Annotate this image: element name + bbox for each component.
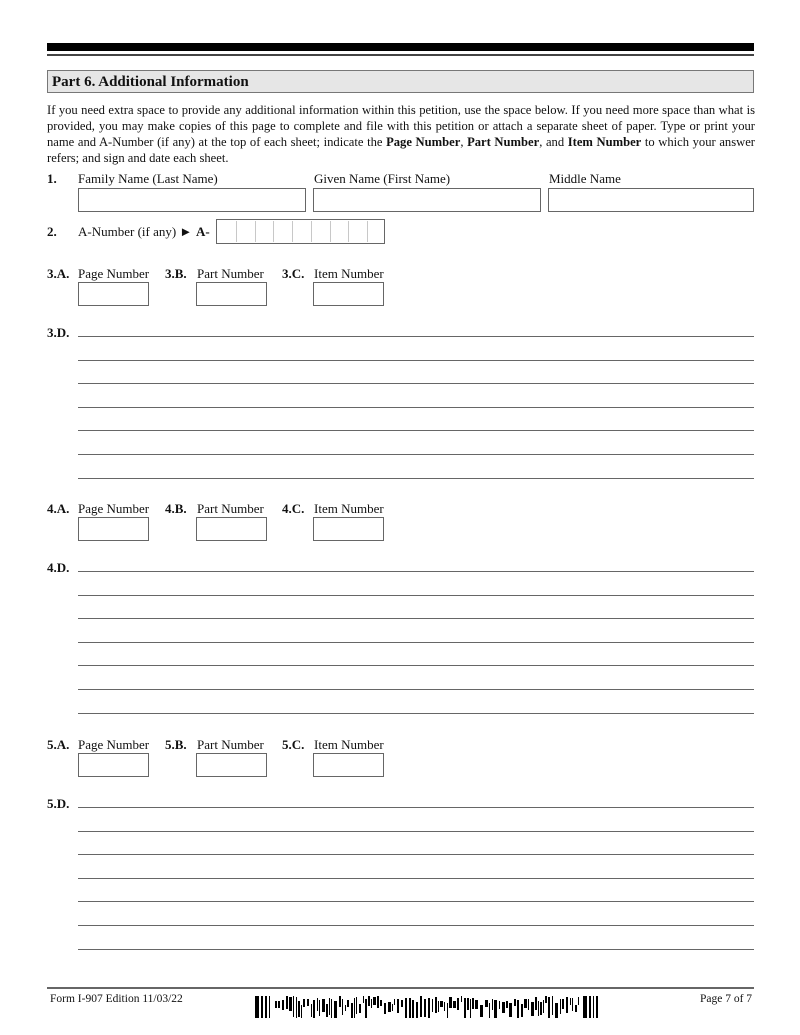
barcode-bar (347, 1000, 349, 1007)
additional-info-line[interactable] (78, 925, 754, 926)
barcode-bar (543, 1000, 544, 1013)
additional-info-line[interactable] (78, 901, 754, 902)
barcode-bar (307, 999, 309, 1006)
additional-info-line[interactable] (78, 713, 754, 714)
a-number-cell-divider (367, 221, 368, 242)
barcode-bar (368, 996, 370, 1006)
barcode-bar (397, 999, 399, 1013)
part-number-field[interactable] (196, 753, 267, 777)
barcode-bar (555, 1003, 558, 1018)
intro-text-end: to which your answer refers; and sign and date each sheet. (47, 135, 755, 165)
barcode-bar (420, 996, 422, 1017)
barcode-bar (319, 1000, 320, 1016)
a-number-cell-divider (236, 221, 237, 242)
barcode-bar (351, 1003, 353, 1018)
additional-info-line[interactable] (78, 878, 754, 879)
barcode-bar (392, 1004, 393, 1011)
barcode-bar (303, 999, 305, 1007)
part-number-item-label: 5.B. (165, 737, 187, 752)
page-number-label: Page Number (78, 737, 150, 752)
additional-info-item-label: 5.D. (47, 796, 70, 811)
barcode-bar (339, 996, 341, 1007)
item-number-item-label: 5.C. (282, 737, 305, 752)
barcode-bar (489, 1003, 490, 1018)
family-name-field[interactable] (78, 188, 306, 212)
a-number-cell-divider (292, 221, 293, 242)
middle-name-field[interactable] (548, 188, 754, 212)
item-number-label: Item Number (314, 501, 384, 516)
barcode-bar (428, 998, 430, 1018)
additional-info-line[interactable] (78, 571, 754, 572)
barcode-bar (528, 999, 529, 1010)
page-number-field[interactable] (78, 517, 149, 541)
part-number-item-label: 3.B. (165, 266, 187, 281)
part-header: Part 6. Additional Information (47, 70, 754, 93)
part-number-label: Part Number (197, 737, 264, 752)
item-2-number: 2. (47, 224, 57, 239)
intro-sep: , and (539, 135, 568, 149)
additional-info-line[interactable] (78, 949, 754, 950)
a-number-cell-divider (273, 221, 274, 242)
intro-sep: , (460, 135, 468, 149)
barcode-bar (261, 996, 263, 1018)
additional-info-item-label: 3.D. (47, 325, 70, 340)
barcode-bar (492, 999, 493, 1010)
barcode-bar (278, 1001, 280, 1008)
barcode-bar (359, 1004, 361, 1013)
barcode-bar (265, 996, 267, 1018)
barcode-bar (560, 999, 561, 1014)
additional-info-line[interactable] (78, 407, 754, 408)
instructions (47, 102, 755, 166)
barcode-bar (412, 1000, 414, 1018)
part-number-field[interactable] (196, 282, 267, 306)
barcode-bar (296, 997, 297, 1018)
barcode-bar (440, 1001, 443, 1007)
barcode-bar (570, 998, 571, 1005)
intro-bold-part: Part Number (467, 135, 540, 149)
barcode-bar (371, 999, 372, 1008)
barcode-bar (342, 999, 343, 1015)
barcode-bar (548, 997, 550, 1018)
additional-info-line[interactable] (78, 383, 754, 384)
barcode-bar (453, 1001, 456, 1008)
barcode-bar (506, 1001, 508, 1008)
a-number-cell-divider (311, 221, 312, 242)
barcode-bar (282, 1000, 284, 1010)
item-number-field[interactable] (313, 753, 384, 777)
top-rule-thick (47, 43, 754, 51)
barcode-bar (416, 1002, 418, 1018)
barcode-bar (562, 999, 564, 1009)
a-number-cell-divider (255, 221, 256, 242)
barcode-bar (464, 998, 466, 1018)
additional-info-line[interactable] (78, 854, 754, 855)
barcode-bar (326, 1004, 328, 1017)
additional-info-line[interactable] (78, 360, 754, 361)
barcode-bar (475, 1000, 478, 1009)
barcode-bar (401, 1000, 403, 1007)
barcode-bar (593, 996, 594, 1018)
item-1-number: 1. (47, 171, 57, 186)
barcode-bar (317, 998, 318, 1011)
intro-text: If you need extra space to provide any additional information within this petition, use the space below. If you need more space than what is provided, you may make copies of this page to complete and file with this petition or attach a separate sheet of paper. Type or print your name and A-Number (if any) at the top of each sheet; indicate the (47, 103, 755, 149)
barcode-bar (275, 1001, 277, 1008)
barcode-bar (517, 1000, 519, 1018)
barcode-bar (384, 1003, 386, 1014)
barcode-bar (409, 998, 411, 1018)
barcode-bar (405, 998, 407, 1018)
barcode-bar (345, 1005, 346, 1011)
barcode-bar (596, 996, 598, 1018)
barcode-bar (545, 996, 547, 1003)
barcode-bar (494, 1000, 497, 1018)
barcode-bar (255, 996, 259, 1018)
item-number-item-label: 3.C. (282, 266, 305, 281)
page-number-field[interactable] (78, 753, 149, 777)
barcode-bar (334, 1001, 337, 1018)
additional-info-line[interactable] (78, 618, 754, 619)
page-number-item-label: 5.A. (47, 737, 70, 752)
intro-bold-page: Page Number (386, 135, 461, 149)
given-name-label: Given Name (First Name) (314, 171, 451, 186)
barcode-bar (514, 999, 516, 1006)
barcode-bar (566, 997, 568, 1013)
form-edition: Form I-907 Edition 11/03/22 (50, 993, 183, 1005)
additional-info-line[interactable] (78, 665, 754, 666)
additional-info-line[interactable] (78, 478, 754, 479)
part-number-label: Part Number (197, 266, 264, 281)
barcode-bar (289, 997, 292, 1011)
additional-info-line[interactable] (78, 831, 754, 832)
barcode-bar (322, 999, 325, 1012)
barcode-bar (572, 998, 573, 1011)
a-number-prefix: A- (196, 224, 210, 239)
part-number-field[interactable] (196, 517, 267, 541)
barcode-bar (499, 1001, 500, 1009)
item-number-label: Item Number (314, 737, 384, 752)
additional-info-item-label: 4.D. (47, 560, 70, 575)
barcode-bar (467, 998, 469, 1010)
a-number-cell-divider (348, 221, 349, 242)
barcode-bar (447, 1003, 448, 1018)
a-number-label: A-Number (if any) ► (78, 224, 193, 239)
item-number-item-label: 4.C. (282, 501, 305, 516)
barcode-bar (377, 996, 379, 1008)
page-number-item-label: 4.A. (47, 501, 70, 516)
barcode-bar (424, 999, 426, 1017)
barcode-image (255, 996, 600, 1018)
barcode-bar (449, 997, 452, 1008)
barcode-bar (365, 999, 367, 1018)
barcode-bar (575, 1005, 577, 1012)
barcode-bar (438, 1001, 439, 1012)
part-number-item-label: 4.B. (165, 501, 187, 516)
page-number: Page 7 of 7 (700, 993, 753, 1005)
barcode-bar (298, 1001, 300, 1017)
a-number-cell-divider (330, 221, 331, 242)
top-rule-thin (47, 54, 754, 56)
barcode-bar (301, 1005, 302, 1018)
middle-name-label: Middle Name (549, 171, 621, 186)
intro-bold-item: Item Number (567, 135, 642, 149)
additional-info-line[interactable] (78, 336, 754, 337)
barcode-bar (589, 996, 591, 1018)
additional-info-line[interactable] (78, 430, 754, 431)
barcode-bar (388, 1002, 391, 1012)
barcode-bar (394, 999, 395, 1005)
barcode-bar (578, 997, 579, 1005)
barcode-bar (435, 997, 437, 1013)
barcode-bar (470, 999, 471, 1018)
page-number-label: Page Number (78, 501, 150, 516)
barcode-bar (480, 1005, 483, 1017)
additional-info-line[interactable] (78, 807, 754, 808)
item-number-field[interactable] (313, 517, 384, 541)
barcode-bar (502, 1002, 505, 1013)
barcode-bar (531, 1002, 534, 1016)
page-number-field[interactable] (78, 282, 149, 306)
barcode-bar (444, 1002, 445, 1011)
barcode-bar (552, 996, 553, 1015)
family-name-label: Family Name (Last Name) (78, 171, 218, 186)
barcode-bar (457, 998, 459, 1010)
barcode-bar (363, 996, 364, 1003)
barcode-bar (509, 1003, 512, 1017)
barcode-bar (485, 1000, 488, 1007)
additional-info-line[interactable] (78, 642, 754, 643)
page-number-item-label: 3.A. (47, 266, 70, 281)
barcode-bar (535, 997, 537, 1010)
barcode-bar (269, 996, 270, 1018)
additional-info-line[interactable] (78, 689, 754, 690)
barcode-bar (380, 1000, 382, 1006)
additional-info-line[interactable] (78, 595, 754, 596)
additional-info-line[interactable] (78, 454, 754, 455)
page-number-label: Page Number (78, 266, 150, 281)
barcode-bar (461, 996, 462, 1002)
part-number-label: Part Number (197, 501, 264, 516)
barcode-bar (432, 999, 433, 1012)
barcode-bar (293, 996, 294, 1017)
barcode-bar (540, 1002, 542, 1015)
barcode-bar (524, 999, 527, 1008)
barcode-bar (331, 999, 332, 1018)
barcode-bar (286, 996, 288, 1009)
barcode-bar (329, 998, 330, 1015)
barcode-bar (311, 1004, 312, 1017)
barcode-bar (538, 1001, 539, 1016)
barcode-bar (313, 1000, 315, 1018)
barcode-bar (472, 998, 474, 1009)
item-number-field[interactable] (313, 282, 384, 306)
barcode-bar (373, 997, 376, 1005)
a-number-field[interactable] (216, 219, 385, 244)
barcode-bar (354, 998, 355, 1018)
item-number-label: Item Number (314, 266, 384, 281)
barcode-bar (583, 996, 587, 1018)
barcode-bar (356, 997, 357, 1014)
footer-rule (47, 987, 754, 989)
barcode-bar (521, 1004, 523, 1017)
given-name-field[interactable] (313, 188, 541, 212)
